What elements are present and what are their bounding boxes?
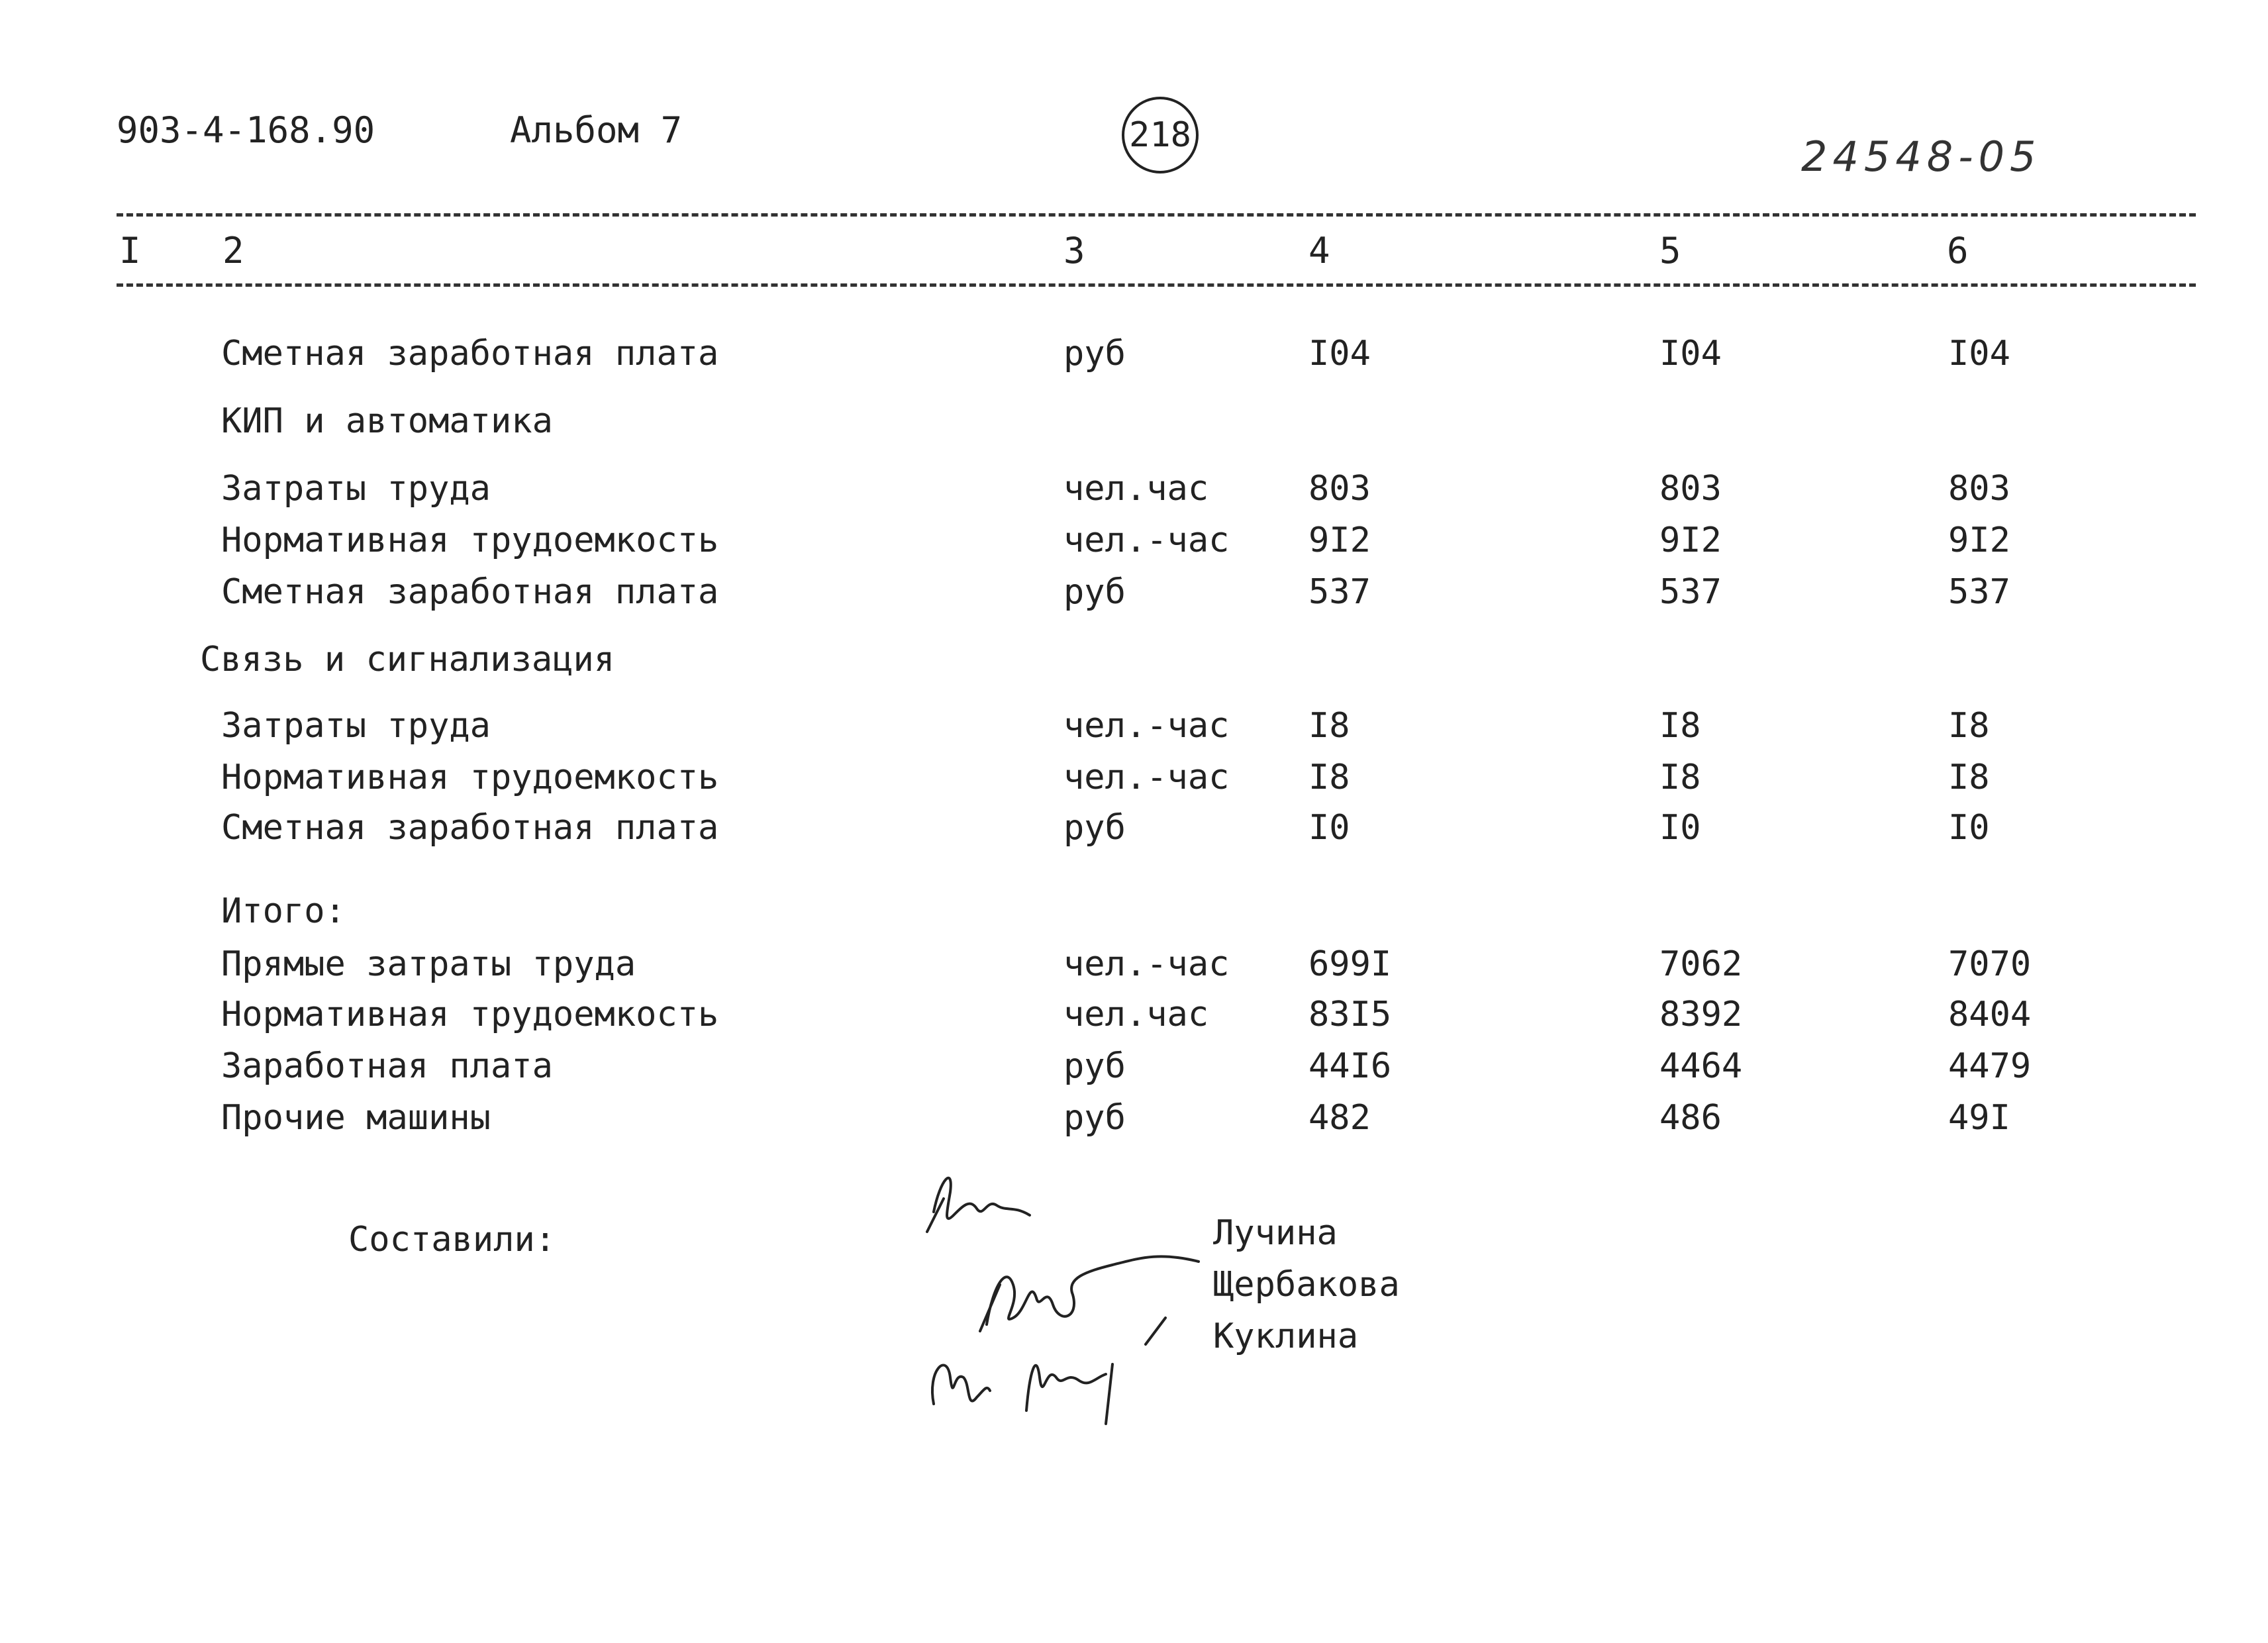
row-value-col6: I0 (1948, 808, 1990, 848)
compiled-by-label: Составили: (348, 1220, 556, 1260)
row-value-col4: I0 (1308, 808, 1350, 848)
row-value-col5: I0 (1659, 808, 1701, 848)
row-value-col6: 49I (1948, 1098, 2010, 1138)
row-value-col5: 4464 (1659, 1046, 1743, 1086)
row-value-col5: 7062 (1659, 944, 1743, 984)
column-header-1: I (119, 230, 141, 272)
row-value-col4: 9I2 (1308, 521, 1371, 560)
row-unit: руб (1063, 1098, 1126, 1138)
row-value-col6: 7070 (1948, 944, 2032, 984)
table-top-rule (117, 213, 2196, 217)
row-unit: чел.-час (1063, 758, 1230, 797)
album-label: Альбом 7 (510, 109, 683, 151)
row-label: Затраты труда (221, 706, 491, 746)
row-value-col4: I8 (1308, 758, 1350, 797)
row-value-col4: 699I (1308, 944, 1392, 984)
handwritten-signatures (914, 1152, 1232, 1430)
row-value-col6: 537 (1948, 572, 2010, 612)
compiler-name-2: Щербакова (1213, 1265, 1400, 1305)
row-unit: руб (1063, 334, 1126, 373)
row-value-col5: 486 (1659, 1098, 1722, 1138)
row-value-col5: I8 (1659, 706, 1701, 746)
row-unit: руб (1063, 808, 1126, 848)
section-heading-totals: Итого: (221, 891, 346, 931)
row-label: Прямые затраты труда (221, 944, 636, 984)
row-unit: руб (1063, 1046, 1126, 1086)
row-label: Сметная заработная плата (221, 572, 719, 612)
row-value-col4: 803 (1308, 469, 1371, 509)
handwritten-archive-number: 24548-05 (1801, 132, 2042, 181)
row-value-col4: I04 (1308, 334, 1371, 373)
row-unit: чел.-час (1063, 944, 1230, 984)
row-label: Нормативная трудоемкость (221, 995, 719, 1034)
row-value-col4: 44I6 (1308, 1046, 1392, 1086)
page-number-stamp (1122, 97, 1199, 174)
compiler-name-3: Куклина (1213, 1317, 1359, 1356)
row-value-col6: 4479 (1948, 1046, 2032, 1086)
row-label: Нормативная трудоемкость (221, 758, 719, 797)
row-value-col5: 803 (1659, 469, 1722, 509)
row-value-col6: I8 (1948, 706, 1990, 746)
section-heading-kip: КИП и автоматика (221, 401, 553, 441)
row-value-col6: I04 (1948, 334, 2010, 373)
page-number: 218 (1129, 115, 1191, 155)
row-value-col5: I04 (1659, 334, 1722, 373)
row-value-col6: 8404 (1948, 995, 2032, 1034)
column-header-3: 3 (1063, 230, 1085, 272)
table-header-rule (117, 283, 2196, 287)
section-heading-communications: Связь и сигнализация (200, 640, 615, 679)
row-unit: чел.час (1063, 469, 1209, 509)
row-value-col6: 9I2 (1948, 521, 2010, 560)
row-label: Прочие машины (221, 1098, 491, 1138)
row-unit: руб (1063, 572, 1126, 612)
row-unit: чел.-час (1063, 521, 1230, 560)
row-label: Сметная заработная плата (221, 808, 719, 848)
column-header-2: 2 (222, 230, 244, 272)
row-value-col4: 537 (1308, 572, 1371, 612)
column-header-4: 4 (1308, 230, 1330, 272)
row-value-col4: 83I5 (1308, 995, 1392, 1034)
column-header-5: 5 (1659, 230, 1681, 272)
column-header-6: 6 (1947, 230, 1969, 272)
row-value-col6: 803 (1948, 469, 2010, 509)
row-value-col5: I8 (1659, 758, 1701, 797)
row-value-col4: 482 (1308, 1098, 1371, 1138)
row-value-col5: 537 (1659, 572, 1722, 612)
row-label: Заработная плата (221, 1046, 553, 1086)
compiler-name-1: Лучина (1213, 1213, 1338, 1253)
row-unit: чел.час (1063, 995, 1209, 1034)
row-unit: чел.-час (1063, 706, 1230, 746)
row-value-col6: I8 (1948, 758, 1990, 797)
row-label: Нормативная трудоемкость (221, 521, 719, 560)
document-code: 903-4-168.90 (117, 109, 375, 151)
row-label: Сметная заработная плата (221, 334, 719, 373)
row-value-col5: 8392 (1659, 995, 1743, 1034)
row-value-col4: I8 (1308, 706, 1350, 746)
row-value-col5: 9I2 (1659, 521, 1722, 560)
row-label: Затраты труда (221, 469, 491, 509)
